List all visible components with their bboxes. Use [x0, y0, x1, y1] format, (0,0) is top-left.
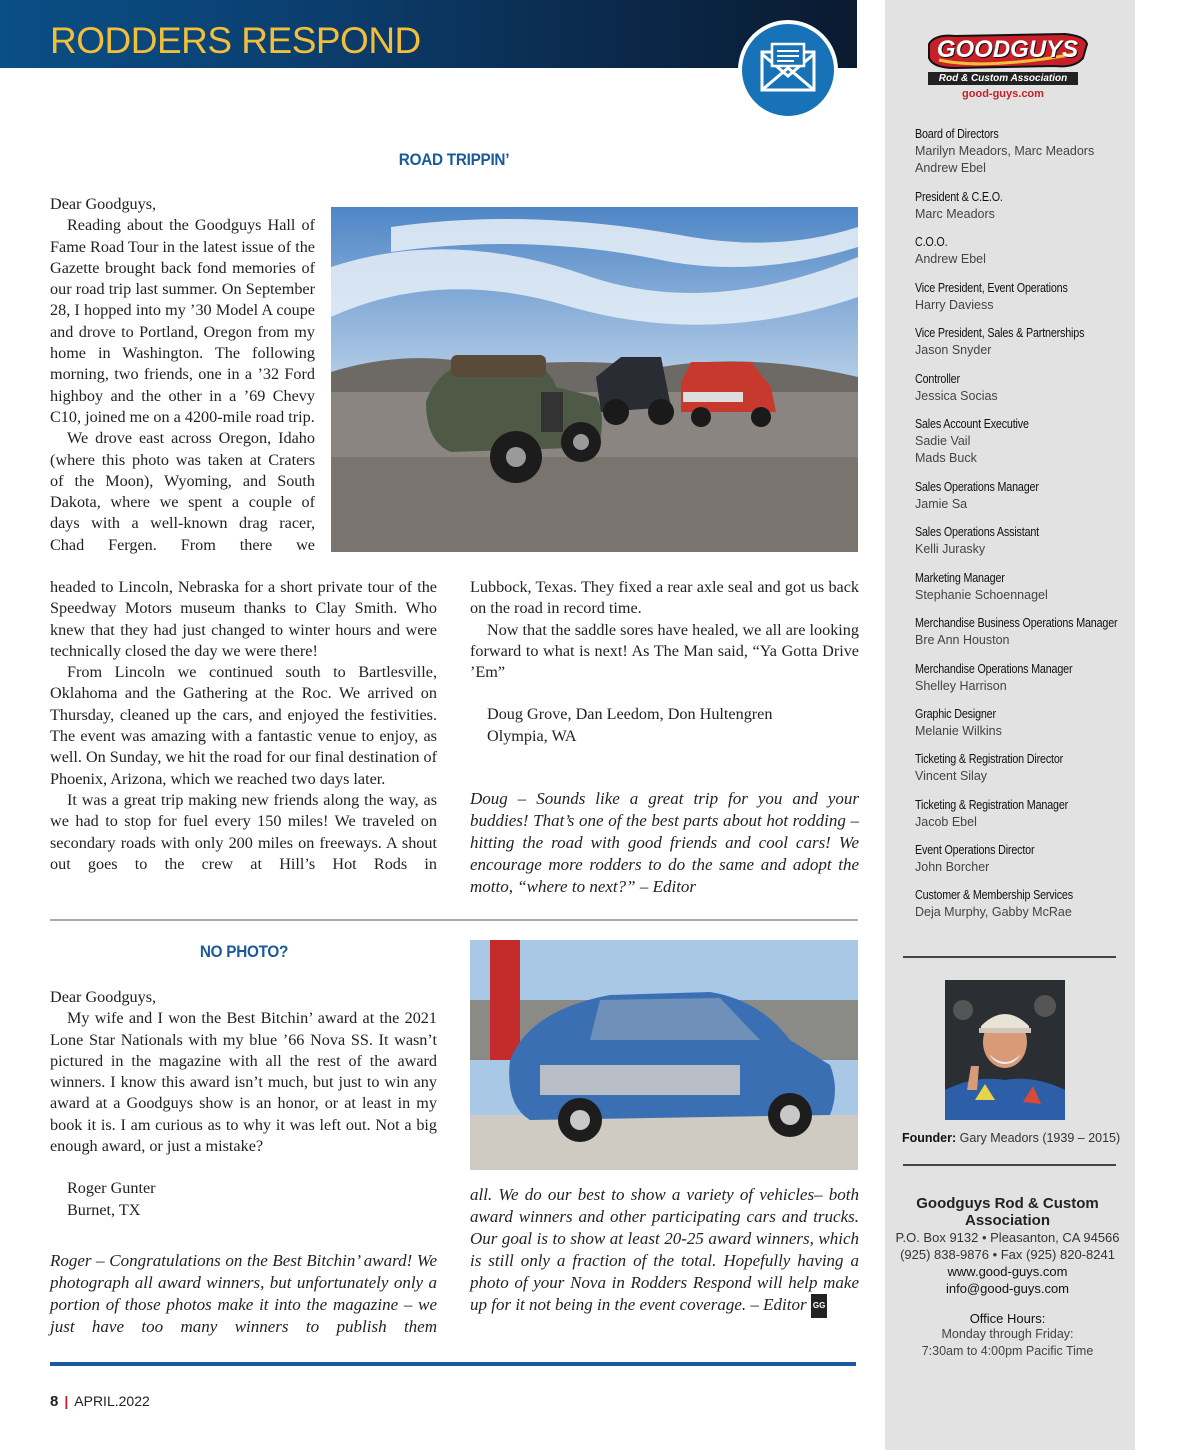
- staff-role: C.O.O.: [915, 235, 948, 249]
- goodguys-logo: [925, 30, 1090, 76]
- office-hours-days: Monday through Friday:: [941, 1327, 1074, 1341]
- staff-entry: [915, 280, 1130, 314]
- letter2-editor-reply: [50, 1250, 437, 1338]
- staff-name: Sadie Vail: [915, 434, 971, 448]
- letter2-reply-text: Roger – Congratulations on the Best Bitchin’ award! We photograph all award winners, but unfortunately only a portion of those photos make it into the magazine – we just have too many winners to publish them: [50, 1251, 437, 1336]
- logo-wordmark: GOODGUYS: [936, 36, 1079, 63]
- letter2-signature: Roger Gunter: [67, 1179, 156, 1198]
- staff-role: Merchandise Operations Manager: [915, 662, 1073, 676]
- staff-entry: [915, 416, 1130, 467]
- letter2-headline: NO PHOTO?: [199, 942, 289, 961]
- staff-role: Ticketing & Registration Manager: [915, 798, 1069, 812]
- letter2-location: Burnet, TX: [67, 1200, 141, 1219]
- footer-separator: |: [64, 1393, 69, 1409]
- footer-divider: [50, 1362, 856, 1366]
- staff-entry: [915, 479, 1130, 513]
- staff-role: Ticketing & Registration Director: [915, 752, 1064, 766]
- contact-org: Goodguys Rod & Custom Association: [916, 1195, 1099, 1229]
- staff-name: Melanie Wilkins: [915, 724, 1002, 738]
- office-hours-time: 7:30am to 4:00pm Pacific Time: [921, 1344, 1094, 1358]
- letter1-paragraph: It was a great trip making new friends along the way, as we had to stop for fuel every 150 miles! We traveled on secondary roads with only 200 miles on freeways. A shout out goes to the crew at Hill’s Hot Rods in: [50, 790, 437, 873]
- staff-name: Jacob Ebel: [915, 815, 977, 829]
- issue-date: APRIL.2022: [74, 1393, 150, 1409]
- staff-name: Jessica Socias: [915, 389, 998, 403]
- staff-name: Vincent Silay: [915, 769, 988, 783]
- staff-entry: [915, 751, 1130, 785]
- road-trip-photo: [331, 207, 858, 552]
- contact-email-link[interactable]: info@good-guys.com: [945, 1281, 1070, 1296]
- staff-role: Vice President, Event Operations: [915, 281, 1068, 295]
- goodguys-end-mark: GG: [811, 1294, 827, 1318]
- contact-block: [895, 1195, 1120, 1360]
- staff-entry: [915, 371, 1130, 405]
- staff-entry: [915, 887, 1130, 921]
- staff-name: Bre Ann Houston: [915, 633, 1010, 647]
- letter1-paragraph: We drove east across Oregon, Idaho (where this photo was taken at Craters of the Moon), Wyoming, and South Dakota, where we spent a couple of days with a well-known drag racer, Chad Fergen. From there we: [50, 429, 315, 554]
- letter1-greeting: Dear Goodguys,: [50, 195, 157, 213]
- staff-role: Board of Directors: [915, 127, 999, 141]
- staff-entry: [915, 189, 1130, 223]
- staff-entry: [915, 842, 1130, 876]
- staff-name: Deja Murphy, Gabby McRae: [915, 905, 1072, 919]
- staff-name: Andrew Ebel: [915, 161, 986, 175]
- staff-role: Sales Operations Manager: [915, 480, 1039, 494]
- staff-entry: [915, 615, 1130, 649]
- contact-phone: (925) 838-9876 • Fax (925) 820-8241: [900, 1247, 1115, 1262]
- letter1-body-narrow: [50, 194, 315, 556]
- letter1-editor-reply: [470, 788, 859, 898]
- letter1-paragraph: Reading about the Goodguys Hall of Fame Road Tour in the latest issue of the Gazette brought back fond memories of our road trip last summer. On September 28, I hopped into my ’30 Model A coupe and drove to Portland, Oregon from my home in Washington. The following morning, two friends, one in a ’32 Ford highboy and the other in a ’69 Chevy C10, joined me on a 4200-mile road trip.: [50, 216, 315, 426]
- staff-role: Vice President, Sales & Partnerships: [915, 326, 1085, 340]
- section-title: RODDERS RESPOND: [50, 20, 421, 61]
- staff-role: Controller: [915, 372, 960, 386]
- staff-role: Customer & Membership Services: [915, 888, 1073, 902]
- logo-url: good-guys.com: [962, 88, 1044, 100]
- staff-name: Andrew Ebel: [915, 252, 986, 266]
- staff-name: Jason Snyder: [915, 343, 992, 357]
- staff-entry: [915, 661, 1130, 695]
- letter1-paragraph: Lubbock, Texas. They fixed a rear axle seal and got us back on the road in record time.: [470, 578, 859, 618]
- page-number: 8: [50, 1393, 59, 1410]
- staff-entry: [915, 570, 1130, 604]
- staff-name: Harry Daviess: [915, 298, 994, 312]
- staff-name: Jamie Sa: [915, 497, 968, 511]
- staff-role: Graphic Designer: [915, 707, 996, 721]
- letter2-greeting: Dear Goodguys,: [50, 988, 157, 1006]
- logo-tagline: Rod & Custom Association: [928, 72, 1078, 85]
- staff-name: Marilyn Meadors, Marc Meadors: [915, 144, 1095, 158]
- staff-name: Kelli Jurasky: [915, 542, 986, 556]
- staff-entry: [915, 797, 1130, 831]
- letter1-body-right: [470, 577, 859, 747]
- staff-name: Stephanie Schoennagel: [915, 588, 1048, 602]
- letter1-paragraph: headed to Lincoln, Nebraska for a short private tour of the Speedway Motors museum thanks to Clay Smith. Who knew that they had just changed to winter hours and were technically closed the day we were there!: [50, 578, 437, 660]
- letter2-body: [50, 987, 437, 1221]
- staff-entry: [915, 234, 1130, 268]
- article-divider: [50, 919, 858, 921]
- letter1-paragraph: From Lincoln we continued south to Bartlesville, Oklahoma and the Gathering at the Roc. We arrived on Thursday, cleaned up the cars, and enjoyed the festivities. The event was amazing with a fantastic venue to enjoy, as well. On Sunday, we hit the road for our final destination of Phoenix, Arizona, which we reached two days later.: [50, 663, 437, 788]
- staff-entry: [915, 325, 1130, 359]
- staff-role: Sales Operations Assistant: [915, 525, 1040, 539]
- staff-name: Mads Buck: [915, 451, 977, 465]
- nova-photo: [470, 940, 858, 1170]
- staff-role: Sales Account Executive: [915, 417, 1029, 431]
- staff-name: Marc Meadors: [915, 207, 995, 221]
- envelope-icon: [738, 20, 838, 120]
- letter1-signature: Doug Grove, Dan Leedom, Don Hultengren: [487, 705, 773, 724]
- letter2-editor-reply-continued: [470, 1184, 859, 1318]
- letter1-headline: ROAD TRIPPIN’: [398, 150, 510, 169]
- staff-entry: [915, 706, 1130, 740]
- letter1-body-wide: [50, 577, 437, 875]
- staff-name: John Borcher: [915, 860, 990, 874]
- letter1-paragraph: Now that the saddle sores have healed, we all are looking forward to what is next! As The Man said, “Ya Gotta Drive ’Em”: [470, 620, 859, 682]
- staff-name: Shelley Harrison: [915, 679, 1007, 693]
- page-footer: [50, 1393, 150, 1410]
- sidebar-divider: [903, 956, 1116, 958]
- letter1-reply-text: Doug – Sounds like a great trip for you and your buddies! That’s one of the best parts about hot rodding – hitting the road with good friends and cool cars! We encourage more rodders to do the same and adopt the motto, “where to next?” – Editor: [470, 789, 859, 896]
- founder-photo: [945, 980, 1065, 1120]
- founder-caption: [902, 1131, 1120, 1145]
- staff-entry: [915, 126, 1130, 177]
- staff-role: Event Operations Director: [915, 843, 1035, 857]
- contact-address: P.O. Box 9132 • Pleasanton, CA 94566: [895, 1230, 1120, 1245]
- contact-website-link[interactable]: www.good-guys.com: [947, 1264, 1068, 1279]
- staff-role: Marketing Manager: [915, 571, 1005, 585]
- letter2-paragraph: My wife and I won the Best Bitchin’ award at the 2021 Lone Star Nationals with my blue ’66 Nova SS. It wasn’t pictured in the magazine with all the rest of the award winners. I know this award isn’t much, but just to win any award at a Goodguys show is an honor, or at least in my book it is. I am curious as to why it was left out. Not a big enough award, or just a mistake?: [50, 1009, 437, 1156]
- founder-name: Gary Meadors (1939 – 2015): [959, 1131, 1121, 1145]
- office-hours-label: Office Hours:: [969, 1311, 1046, 1326]
- staff-role: Merchandise Business Operations Manager: [915, 616, 1118, 630]
- staff-role: President & C.E.O.: [915, 190, 1003, 204]
- founder-label: Founder:: [902, 1131, 957, 1145]
- letter1-location: Olympia, WA: [487, 726, 577, 745]
- letter2-reply-text: all. We do our best to show a variety of vehicles– both award winners and other participating cars and trucks. Our goal is to show at least 20-25 award winners, which is still only a fraction of the total. Hopefully having a photo of your Nova in Rodders Respond will help make up for it not being in the event coverage. – Editor: [470, 1185, 859, 1314]
- sidebar-divider: [903, 1164, 1116, 1166]
- staff-entry: [915, 524, 1130, 558]
